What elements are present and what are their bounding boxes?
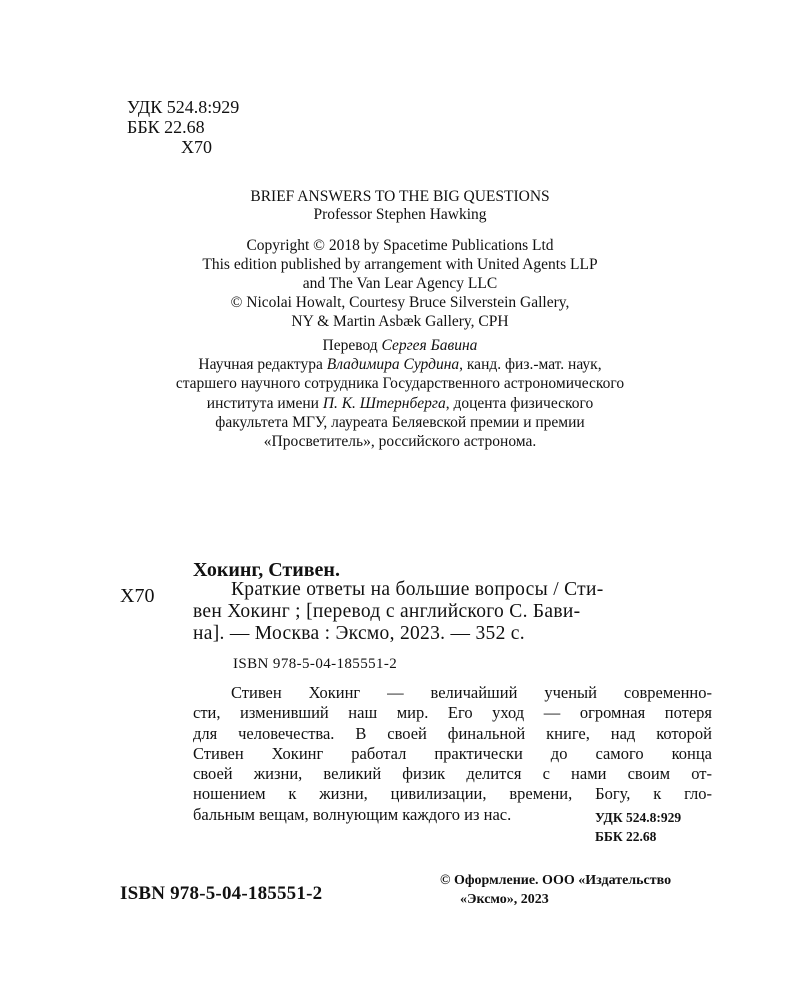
editor-position-line: старшего научного сотрудника Государственного астрономического xyxy=(175,375,625,393)
design-copyright xyxy=(440,871,671,909)
annotation-line: Стивен Хокинг — величайший ученый современно- xyxy=(231,683,712,702)
translator-prefix: Перевод xyxy=(322,337,382,354)
bibliographic-isbn: ISBN 978-5-04-185551-2 xyxy=(233,656,398,672)
bibliographic-line: на]. — Москва : Эксмо, 2023. — 352 с. xyxy=(193,623,525,644)
original-title: BRIEF ANSWERS TO THE BIG QUESTIONS xyxy=(250,188,550,205)
award-line: «Просветитель», российского астронома. xyxy=(263,433,537,451)
annotation-line: бальным вещам, волнующим каждого из нас. xyxy=(193,804,512,824)
bibliographic-description xyxy=(193,579,714,645)
editor-prefix: Научная редактура xyxy=(198,356,327,374)
design-line: © Оформление. ООО «Издательство xyxy=(440,873,672,888)
annotation-bbk: ББК 22.68 xyxy=(595,829,657,844)
editor-name: Владимира Сурдина xyxy=(326,356,460,374)
faculty-line: факультета МГУ, лауреата Беляевской премии и премии xyxy=(215,413,585,431)
original-title-block xyxy=(0,188,800,224)
editor-suffix: , канд. физ.-мат. наук, xyxy=(459,356,602,374)
original-author: Professor Stephen Hawking xyxy=(313,206,487,223)
author-mark: Х70 xyxy=(181,137,212,157)
institute-prefix: института имени xyxy=(206,394,323,412)
annotation-line: сти, изменивший наш мир. Его уход — огромная потеря xyxy=(193,703,712,723)
translator-line xyxy=(0,336,800,355)
annotation-line: Стивен Хокинг работал практически до самого конца xyxy=(193,743,712,763)
copyright-line: and The Van Lear Agency LLC xyxy=(302,275,498,292)
annotation-line: своей жизни, великий физик делится с нами своим от- xyxy=(193,764,712,784)
copyright-line: NY & Martin Asbæk Gallery, CPH xyxy=(291,313,509,330)
annotation xyxy=(193,683,712,825)
bbk-code: ББК 22.68 xyxy=(127,117,205,137)
copyright-block xyxy=(0,236,800,331)
annotation-codes xyxy=(595,808,681,846)
bibliographic-line: Краткие ответы на большие вопросы / Сти- xyxy=(231,579,604,600)
classification-codes xyxy=(127,97,239,157)
translator-name: Сергея Бавина xyxy=(381,337,478,354)
editor-line xyxy=(0,355,800,374)
annotation-line: ношением к жизни, цивилизации, времени, Богу, к гло- xyxy=(193,784,712,804)
annotation-udk: УДК 524.8:929 xyxy=(595,810,682,825)
bibliographic-line: вен Хокинг ; [перевод с английского С. Бави- xyxy=(193,601,581,622)
copyright-line: Copyright © 2018 by Spacetime Publications Ltd xyxy=(246,237,554,254)
institute-line xyxy=(0,394,800,413)
translation-credits xyxy=(0,336,800,451)
footer-isbn: ISBN 978-5-04-185551-2 xyxy=(120,883,323,904)
copyright-line: This edition published by arrangement with United Agents LLP xyxy=(202,256,598,273)
udk-code: УДК 524.8:929 xyxy=(127,97,240,117)
institute-name: П. К. Штернберга xyxy=(322,394,446,412)
annotation-line: для человечества. В своей финальной книге, над которой xyxy=(193,723,712,743)
institute-suffix: , доцента физического xyxy=(445,394,594,412)
bibliographic-side-mark: Х70 xyxy=(120,585,155,607)
bibliographic-author: Хокинг, Стивен. xyxy=(193,559,340,581)
copyright-line: © Nicolai Howalt, Courtesy Bruce Silverstein Gallery, xyxy=(230,294,570,311)
design-line: «Эксмо», 2023 xyxy=(460,892,549,907)
